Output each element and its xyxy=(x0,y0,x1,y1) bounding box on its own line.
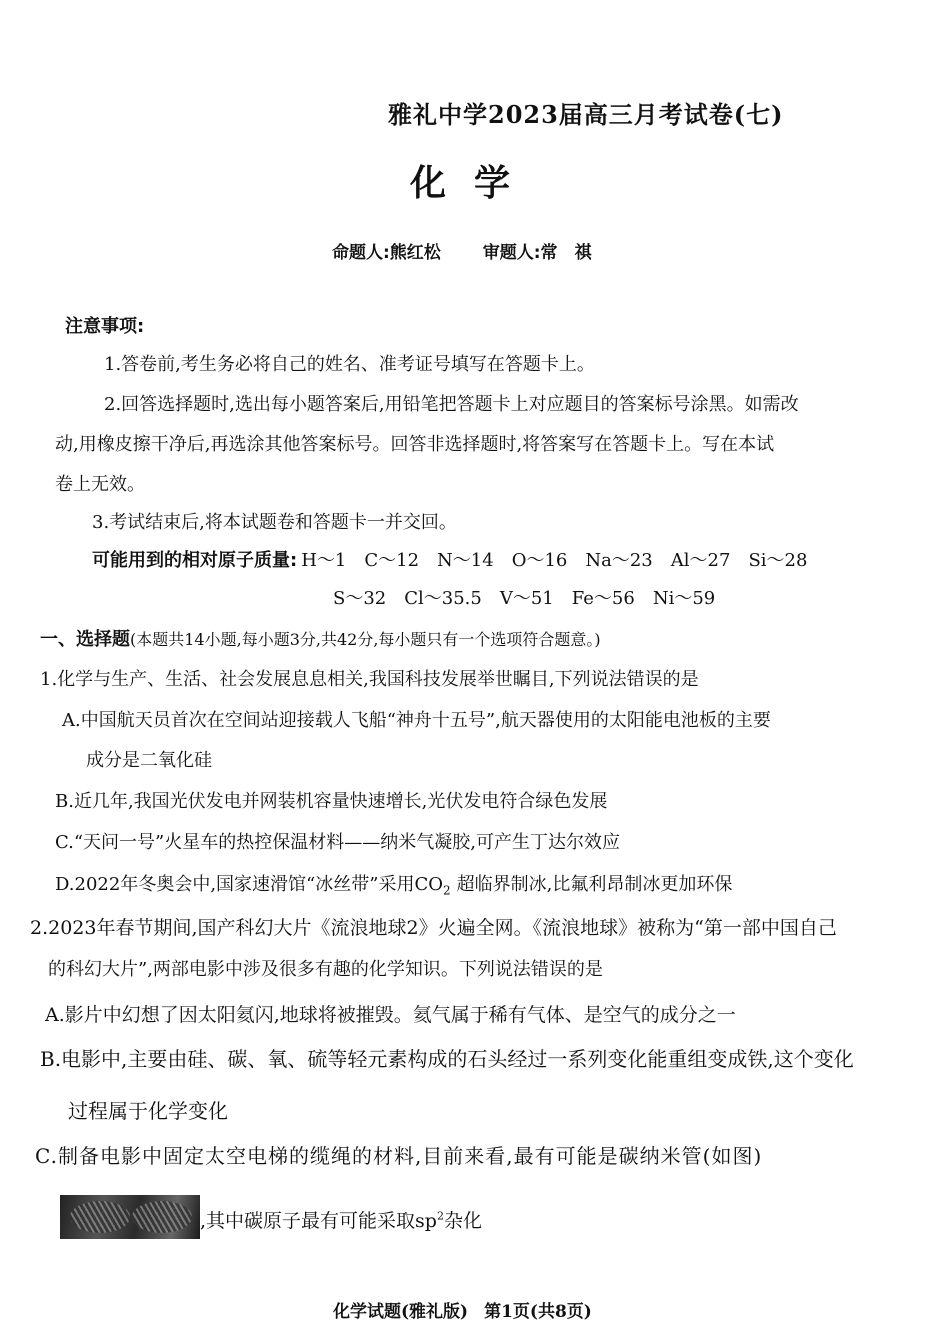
q2-option-c-line-1: C.制备电影中固定太空电梯的缆绳的材料,目前来看,最有可能是碳纳米管(如图) xyxy=(35,1144,763,1168)
mass-item: H～1 xyxy=(301,550,347,571)
setter: 命题人:熊红松 xyxy=(332,243,441,263)
mass-item: C～12 xyxy=(364,550,420,571)
school-title: 雅礼中学2023届高三月考试卷(七) xyxy=(388,100,784,129)
note-item-3: 3.考试结束后,将本试题卷和答题卡一并交回。 xyxy=(92,512,457,533)
section-1-title: 一、选择题 xyxy=(40,629,130,650)
superscript: 2 xyxy=(436,1209,444,1223)
carbon-nanotube-image xyxy=(60,1195,200,1239)
mass-item: Al～27 xyxy=(670,550,731,571)
mass-item: S～32 xyxy=(333,588,387,609)
q2-stem-line-2: 的科幻大片”,两部电影中涉及很多有趣的化学知识。下列说法错误的是 xyxy=(48,959,603,980)
q1-option-b: B.近几年,我国光伏发电并网装机容量快速增长,光伏发电符合绿色发展 xyxy=(55,791,608,812)
note-item-2-line-2: 动,用橡皮擦干净后,再选涂其他答案标号。回答非选择题时,将答案写在答题卡上。写在本试 xyxy=(55,434,775,455)
mass-item: Ni～59 xyxy=(652,588,716,609)
mass-item: Na～23 xyxy=(585,550,653,571)
q2-option-c-text: ,其中碳原子最有可能采取sp xyxy=(200,1210,437,1232)
mass-item: N～14 xyxy=(437,550,494,571)
notes-title: 注意事项: xyxy=(65,316,145,337)
q2-option-b-line-2: 过程属于化学变化 xyxy=(68,1099,228,1123)
q2-option-a: A.影片中幻想了因太阳氦闪,地球将被摧毁。氦气属于稀有气体、是空气的成分之一 xyxy=(45,1004,736,1026)
q2-stem-line-1: 2.2023年春节期间,国产科幻大片《流浪地球2》火遍全网。《流浪地球》被称为“第一部中国自己 xyxy=(30,917,837,939)
page-footer xyxy=(333,1297,608,1322)
reviewer: 审题人:常 祺 xyxy=(482,243,592,263)
q1-option-d-text: D.2022年冬奥会中,国家速滑馆“冰丝带”采用CO xyxy=(55,874,443,895)
q2-option-c-text: 杂化 xyxy=(443,1210,482,1232)
atomic-mass-row-1 xyxy=(92,546,825,572)
atomic-mass-row-2 xyxy=(333,584,733,610)
mass-item: V～51 xyxy=(499,588,554,609)
footer-page: 第1页(共8页) xyxy=(484,1302,592,1322)
mass-item: Cl～35.5 xyxy=(404,588,482,609)
note-item-1: 1.答卷前,考生务必将自己的姓名、准考证号填写在答题卡上。 xyxy=(104,354,595,375)
mass-item: Si～28 xyxy=(748,550,808,571)
note-item-2-line-1: 2.回答选择题时,选出每小题答案后,用铅笔把答题卡上对应题目的答案标号涂黑。如需改 xyxy=(104,394,799,415)
q1-option-a-line-1: A.中国航天员首次在空间站迎接载人飞船“神舟十五号”,航天器使用的太阳能电池板的主要 xyxy=(62,710,771,731)
q1-option-d xyxy=(55,870,732,898)
q1-stem: 1.化学与生产、生活、社会发展息息相关,我国科技发展举世瞩目,下列说法错误的是 xyxy=(40,669,699,690)
mass-item: O～16 xyxy=(511,550,568,571)
q2-option-b-line-1: B.电影中,主要由硅、碳、氧、硫等轻元素构成的石头经过一系列变化能重组变成铁,这个变化 xyxy=(40,1047,854,1071)
footer-title: 化学试题(雅礼版) xyxy=(333,1302,469,1322)
note-item-2-line-3: 卷上无效。 xyxy=(55,474,145,495)
q2-option-c-line-2 xyxy=(200,1206,482,1233)
q1-option-d-text: 超临界制冰,比氟利昂制冰更加环保 xyxy=(456,874,733,895)
subject-title: 化学 xyxy=(410,162,539,204)
section-1-desc: (本题共14小题,每小题3分,共42分,每小题只有一个选项符合题意。) xyxy=(130,630,601,649)
mass-item: Fe～56 xyxy=(571,588,635,609)
q1-option-a-line-2: 成分是二氧化硅 xyxy=(86,750,212,771)
q1-option-c: C.“天问一号”火星车的热控保温材料——纳米气凝胶,可产生丁达尔效应 xyxy=(55,832,620,853)
atomic-mass-label: 可能用到的相对原子质量: xyxy=(92,550,298,571)
section-1-heading xyxy=(40,625,601,651)
authors xyxy=(332,238,628,263)
subscript: 2 xyxy=(442,883,451,898)
